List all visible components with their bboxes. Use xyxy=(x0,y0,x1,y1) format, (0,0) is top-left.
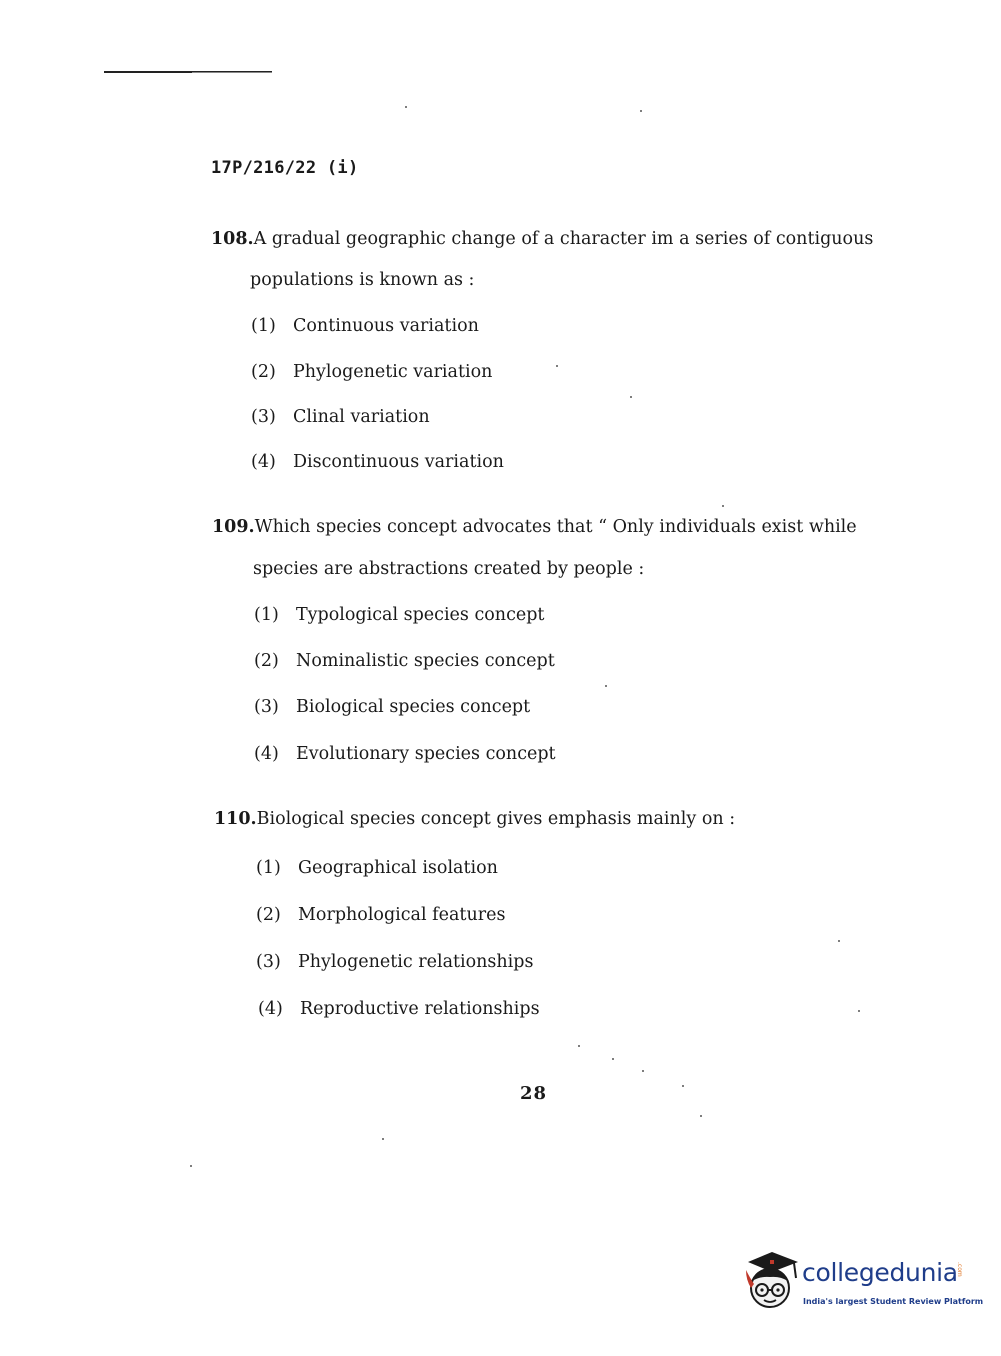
scan-speck xyxy=(556,365,558,367)
logo-tagline: India's largest Student Review Platform xyxy=(803,1297,984,1306)
page-number: 28 xyxy=(520,1083,548,1104)
answer-option: (4) Evolutionary species concept xyxy=(254,744,556,764)
scan-speck xyxy=(642,1070,644,1072)
scan-speck xyxy=(630,396,632,398)
answer-option: (2) Morphological features xyxy=(256,905,506,925)
answer-option: (1) Continuous variation xyxy=(251,316,479,336)
answer-option: (2) Nominalistic species concept xyxy=(254,651,555,671)
answer-option: (3) Phylogenetic relationships xyxy=(256,952,534,972)
scan-speck xyxy=(682,1085,684,1087)
question-number: 109. xyxy=(212,517,255,537)
scan-speck xyxy=(858,1010,860,1012)
scan-speck xyxy=(578,1045,580,1047)
scan-speck xyxy=(382,1138,384,1140)
answer-option: (1) Typological species concept xyxy=(254,605,545,625)
question-number: 110. xyxy=(214,809,257,829)
answer-option: (3) Biological species concept xyxy=(254,697,531,717)
scan-speck xyxy=(838,940,840,942)
scan-speck xyxy=(605,685,607,687)
question-text-line: 108.A gradual geographic change of a character im a series of contiguous xyxy=(211,229,874,249)
mascot-icon xyxy=(742,1248,802,1314)
answer-option: (3) Clinal variation xyxy=(251,407,430,427)
question-number: 108. xyxy=(211,229,254,249)
question-text-line: 109.Which species concept advocates that “ Only individuals exist while xyxy=(212,517,857,537)
scan-speck xyxy=(612,1058,614,1060)
answer-option: (4) Discontinuous variation xyxy=(251,452,504,472)
scan-speck xyxy=(700,1115,702,1117)
top-rule-faint xyxy=(192,72,272,73)
question-text-line: species are abstractions created by people : xyxy=(253,559,645,579)
answer-option: (4) Reproductive relationships xyxy=(258,999,540,1019)
scan-speck xyxy=(722,505,724,507)
scan-speck xyxy=(640,110,642,112)
scan-speck xyxy=(405,106,407,108)
scan-speck xyxy=(190,1165,192,1167)
logo-suffix: .com xyxy=(956,1262,963,1277)
paper-code: 17P/216/22 (i) xyxy=(211,158,359,178)
question-text-line: populations is known as : xyxy=(250,270,475,290)
answer-option: (1) Geographical isolation xyxy=(256,858,498,878)
question-text-line: 110.Biological species concept gives emphasis mainly on : xyxy=(214,809,736,829)
collegedunia-logo xyxy=(742,1248,984,1318)
answer-option: (2) Phylogenetic variation xyxy=(251,362,493,382)
logo-name: collegedunia xyxy=(802,1258,958,1287)
